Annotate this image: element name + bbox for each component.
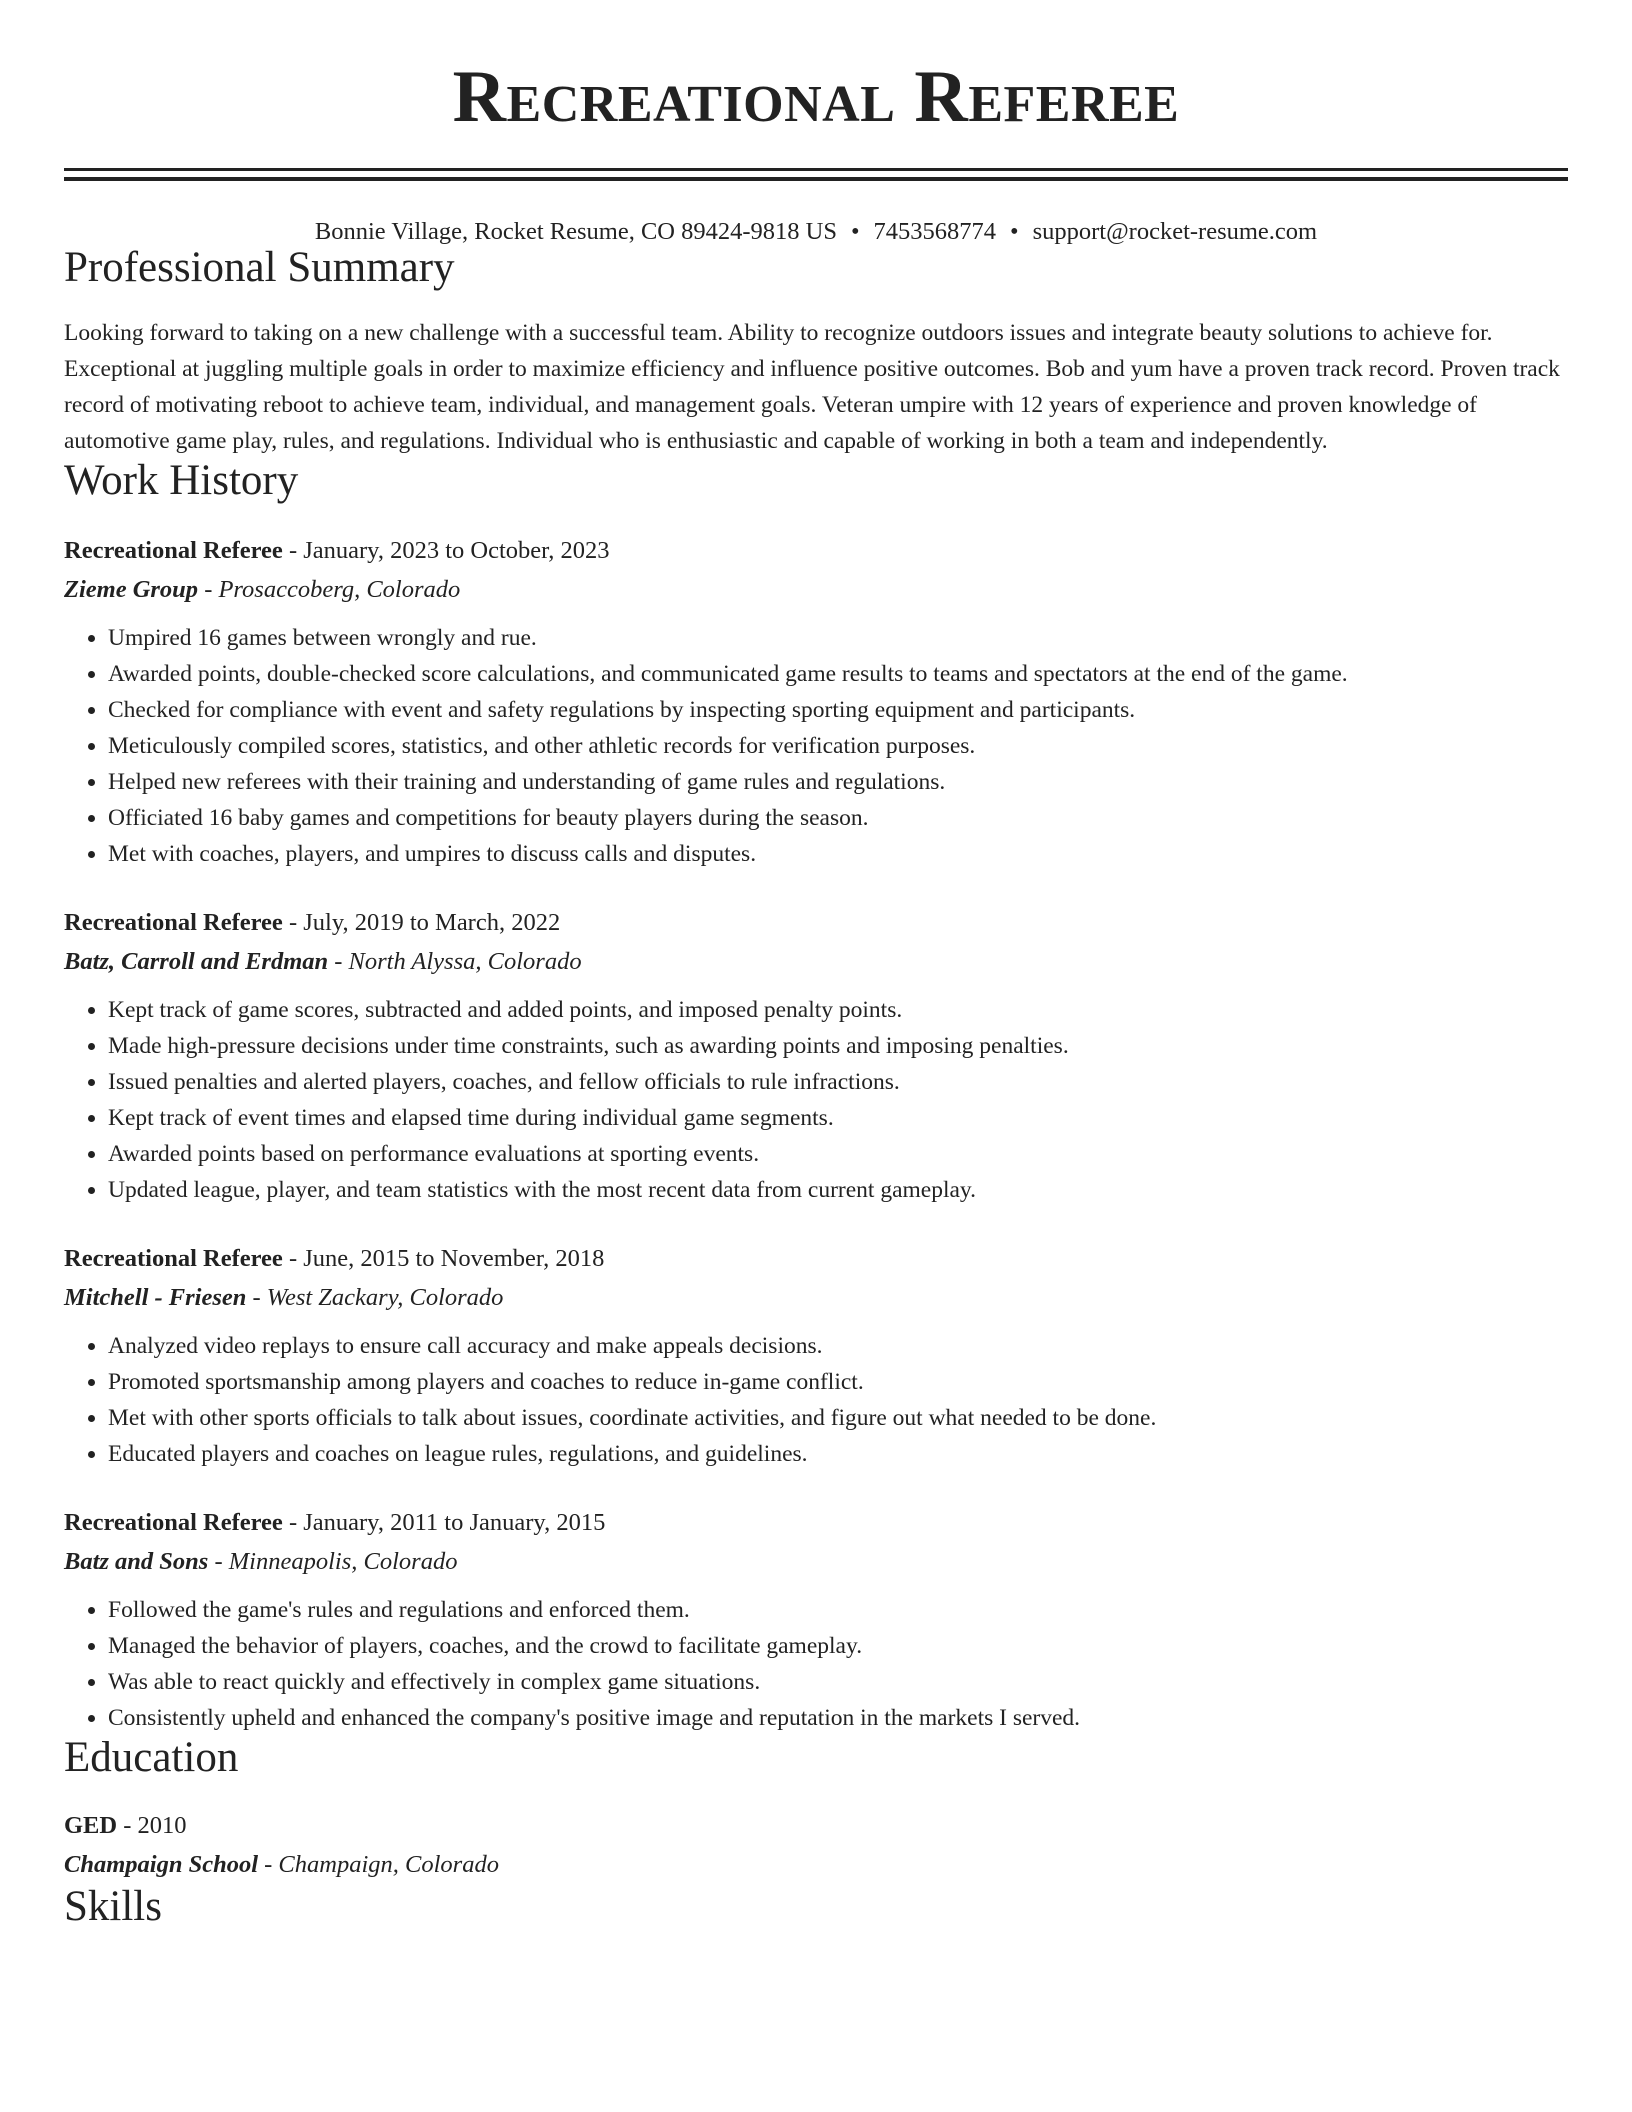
work-history-heading: Work History bbox=[64, 457, 299, 505]
job-bullet: • Educated players and coaches on league rules, regulations, and guidelines. bbox=[108, 1436, 1568, 1472]
education-degree-line bbox=[64, 1807, 1568, 1845]
job-bullet: • Issued penalties and alerted players, coaches, and fellow officials to rule infractions. bbox=[108, 1064, 1568, 1100]
job-bullet: • Officiated 16 baby games and competitions for beauty players during the season. bbox=[108, 800, 1568, 836]
job-entry bbox=[64, 1240, 1568, 1472]
job-bullet-list bbox=[64, 1592, 1568, 1736]
skills-heading: Skills bbox=[64, 1883, 162, 1931]
job-bullet: • Followed the game's rules and regulations and enforced them. bbox=[108, 1592, 1568, 1628]
job-role-line bbox=[64, 904, 1568, 942]
job-bullet: • Analyzed video replays to ensure call accuracy and make appeals decisions. bbox=[108, 1328, 1568, 1364]
job-bullet: • Consistently upheld and enhanced the company's positive image and reputation in the markets I served. bbox=[108, 1700, 1568, 1736]
job-bullet: • Awarded points based on performance evaluations at sporting events. bbox=[108, 1136, 1568, 1172]
job-title: Recreational Referee bbox=[64, 909, 283, 937]
job-bullet: • Kept track of game scores, subtracted and added points, and imposed penalty points. bbox=[108, 992, 1568, 1028]
job-bullet: • Updated league, player, and team statistics with the most recent data from current gameplay. bbox=[108, 1172, 1568, 1208]
job-company: Batz and Sons bbox=[64, 1548, 209, 1576]
job-company-line bbox=[64, 942, 1568, 982]
contact-line bbox=[64, 217, 1568, 246]
job-location: - North Alyssa, Colorado bbox=[328, 948, 582, 976]
job-dates: - July, 2019 to March, 2022 bbox=[282, 909, 561, 937]
job-company: Zieme Group bbox=[64, 576, 199, 604]
job-location: - West Zackary, Colorado bbox=[246, 1284, 504, 1312]
education-heading: Education bbox=[64, 1734, 239, 1782]
job-bullet-list bbox=[64, 1328, 1568, 1472]
contact-separator: • bbox=[1010, 218, 1019, 245]
job-bullet: • Met with coaches, players, and umpires to discuss calls and disputes. bbox=[108, 836, 1568, 872]
job-bullet: • Checked for compliance with event and safety regulations by inspecting sporting equipment and participants. bbox=[108, 692, 1568, 728]
job-entry bbox=[64, 532, 1568, 872]
summary-heading: Professional Summary bbox=[64, 244, 455, 292]
job-bullet: • Promoted sportsmanship among players and coaches to reduce in-game conflict. bbox=[108, 1364, 1568, 1400]
job-bullet: • Was able to react quickly and effectively in complex game situations. bbox=[108, 1664, 1568, 1700]
contact-phone: 7453568774 bbox=[873, 218, 997, 245]
job-bullet: • Made high-pressure decisions under time constraints, such as awarding points and imposing penalties. bbox=[108, 1028, 1568, 1064]
job-dates: - June, 2015 to November, 2018 bbox=[282, 1245, 605, 1273]
job-role-line bbox=[64, 532, 1568, 570]
header-divider bbox=[64, 168, 1568, 181]
job-title: Recreational Referee bbox=[64, 1509, 283, 1537]
job-bullet-list bbox=[64, 992, 1568, 1208]
job-bullet: • Helped new referees with their training and understanding of game rules and regulations. bbox=[108, 764, 1568, 800]
job-dates: - January, 2011 to January, 2015 bbox=[282, 1509, 606, 1537]
education-location: - Champaign, Colorado bbox=[258, 1851, 499, 1879]
education-school: Champaign School bbox=[64, 1851, 259, 1879]
job-company-line bbox=[64, 1278, 1568, 1318]
education-school-line bbox=[64, 1845, 1568, 1885]
job-company-line bbox=[64, 1542, 1568, 1582]
job-role-line bbox=[64, 1240, 1568, 1278]
job-bullet: • Awarded points, double-checked score calculations, and communicated game results to teams and spectators at the end of the game. bbox=[108, 656, 1568, 692]
education-year: - 2010 bbox=[117, 1812, 187, 1840]
education-entry bbox=[64, 1807, 1568, 1885]
contact-separator: • bbox=[850, 218, 860, 245]
job-role-line bbox=[64, 1504, 1568, 1542]
education-degree: GED bbox=[64, 1812, 118, 1840]
job-entry bbox=[64, 1504, 1568, 1736]
job-bullet: • Managed the behavior of players, coaches, and the crowd to facilitate gameplay. bbox=[108, 1628, 1568, 1664]
contact-email: support@rocket-resume.com bbox=[1032, 218, 1318, 245]
job-bullet: • Umpired 16 games between wrongly and rue. bbox=[108, 620, 1568, 656]
job-company: Batz, Carroll and Erdman bbox=[64, 948, 329, 976]
summary-text: Looking forward to taking on a new challenge with a successful team. Ability to recognize outdoors issues and integrate beauty solutions to achieve for. Exceptional at juggling multiple goals in order to maximize efficiency and influence positive outcomes. Bob and yum have a proven track record. Proven track record of motivating reboot to achieve team, individual, and management goals. Veteran umpire with 12 years of experience and proven knowledge of automotive game play, rules, and regulations. Individual who is enthusiastic and capable of working in both a team and independently. bbox=[64, 320, 1560, 455]
job-bullet: • Meticulously compiled scores, statistics, and other athletic records for verification purposes. bbox=[108, 728, 1568, 764]
job-entry bbox=[64, 904, 1568, 1208]
job-company: Mitchell - Friesen bbox=[64, 1284, 247, 1312]
job-dates: - January, 2023 to October, 2023 bbox=[282, 537, 610, 565]
job-bullet-list bbox=[64, 620, 1568, 872]
job-bullet: • Met with other sports officials to talk about issues, coordinate activities, and figure out what needed to be done. bbox=[108, 1400, 1568, 1436]
job-title: Recreational Referee bbox=[64, 537, 283, 565]
job-title: Recreational Referee bbox=[64, 1245, 283, 1273]
job-bullet: • Kept track of event times and elapsed time during individual game segments. bbox=[108, 1100, 1568, 1136]
job-location: - Minneapolis, Colorado bbox=[208, 1548, 458, 1576]
job-location: - Prosaccoberg, Colorado bbox=[198, 576, 461, 604]
work-history-list bbox=[64, 532, 1568, 1736]
divider-line-bottom bbox=[64, 177, 1568, 181]
job-company-line bbox=[64, 570, 1568, 610]
resume-name: Recreational Referee bbox=[452, 56, 1180, 138]
contact-address: Bonnie Village, Rocket Resume, CO 89424-9818 US bbox=[314, 218, 837, 245]
divider-line-top bbox=[64, 168, 1568, 171]
